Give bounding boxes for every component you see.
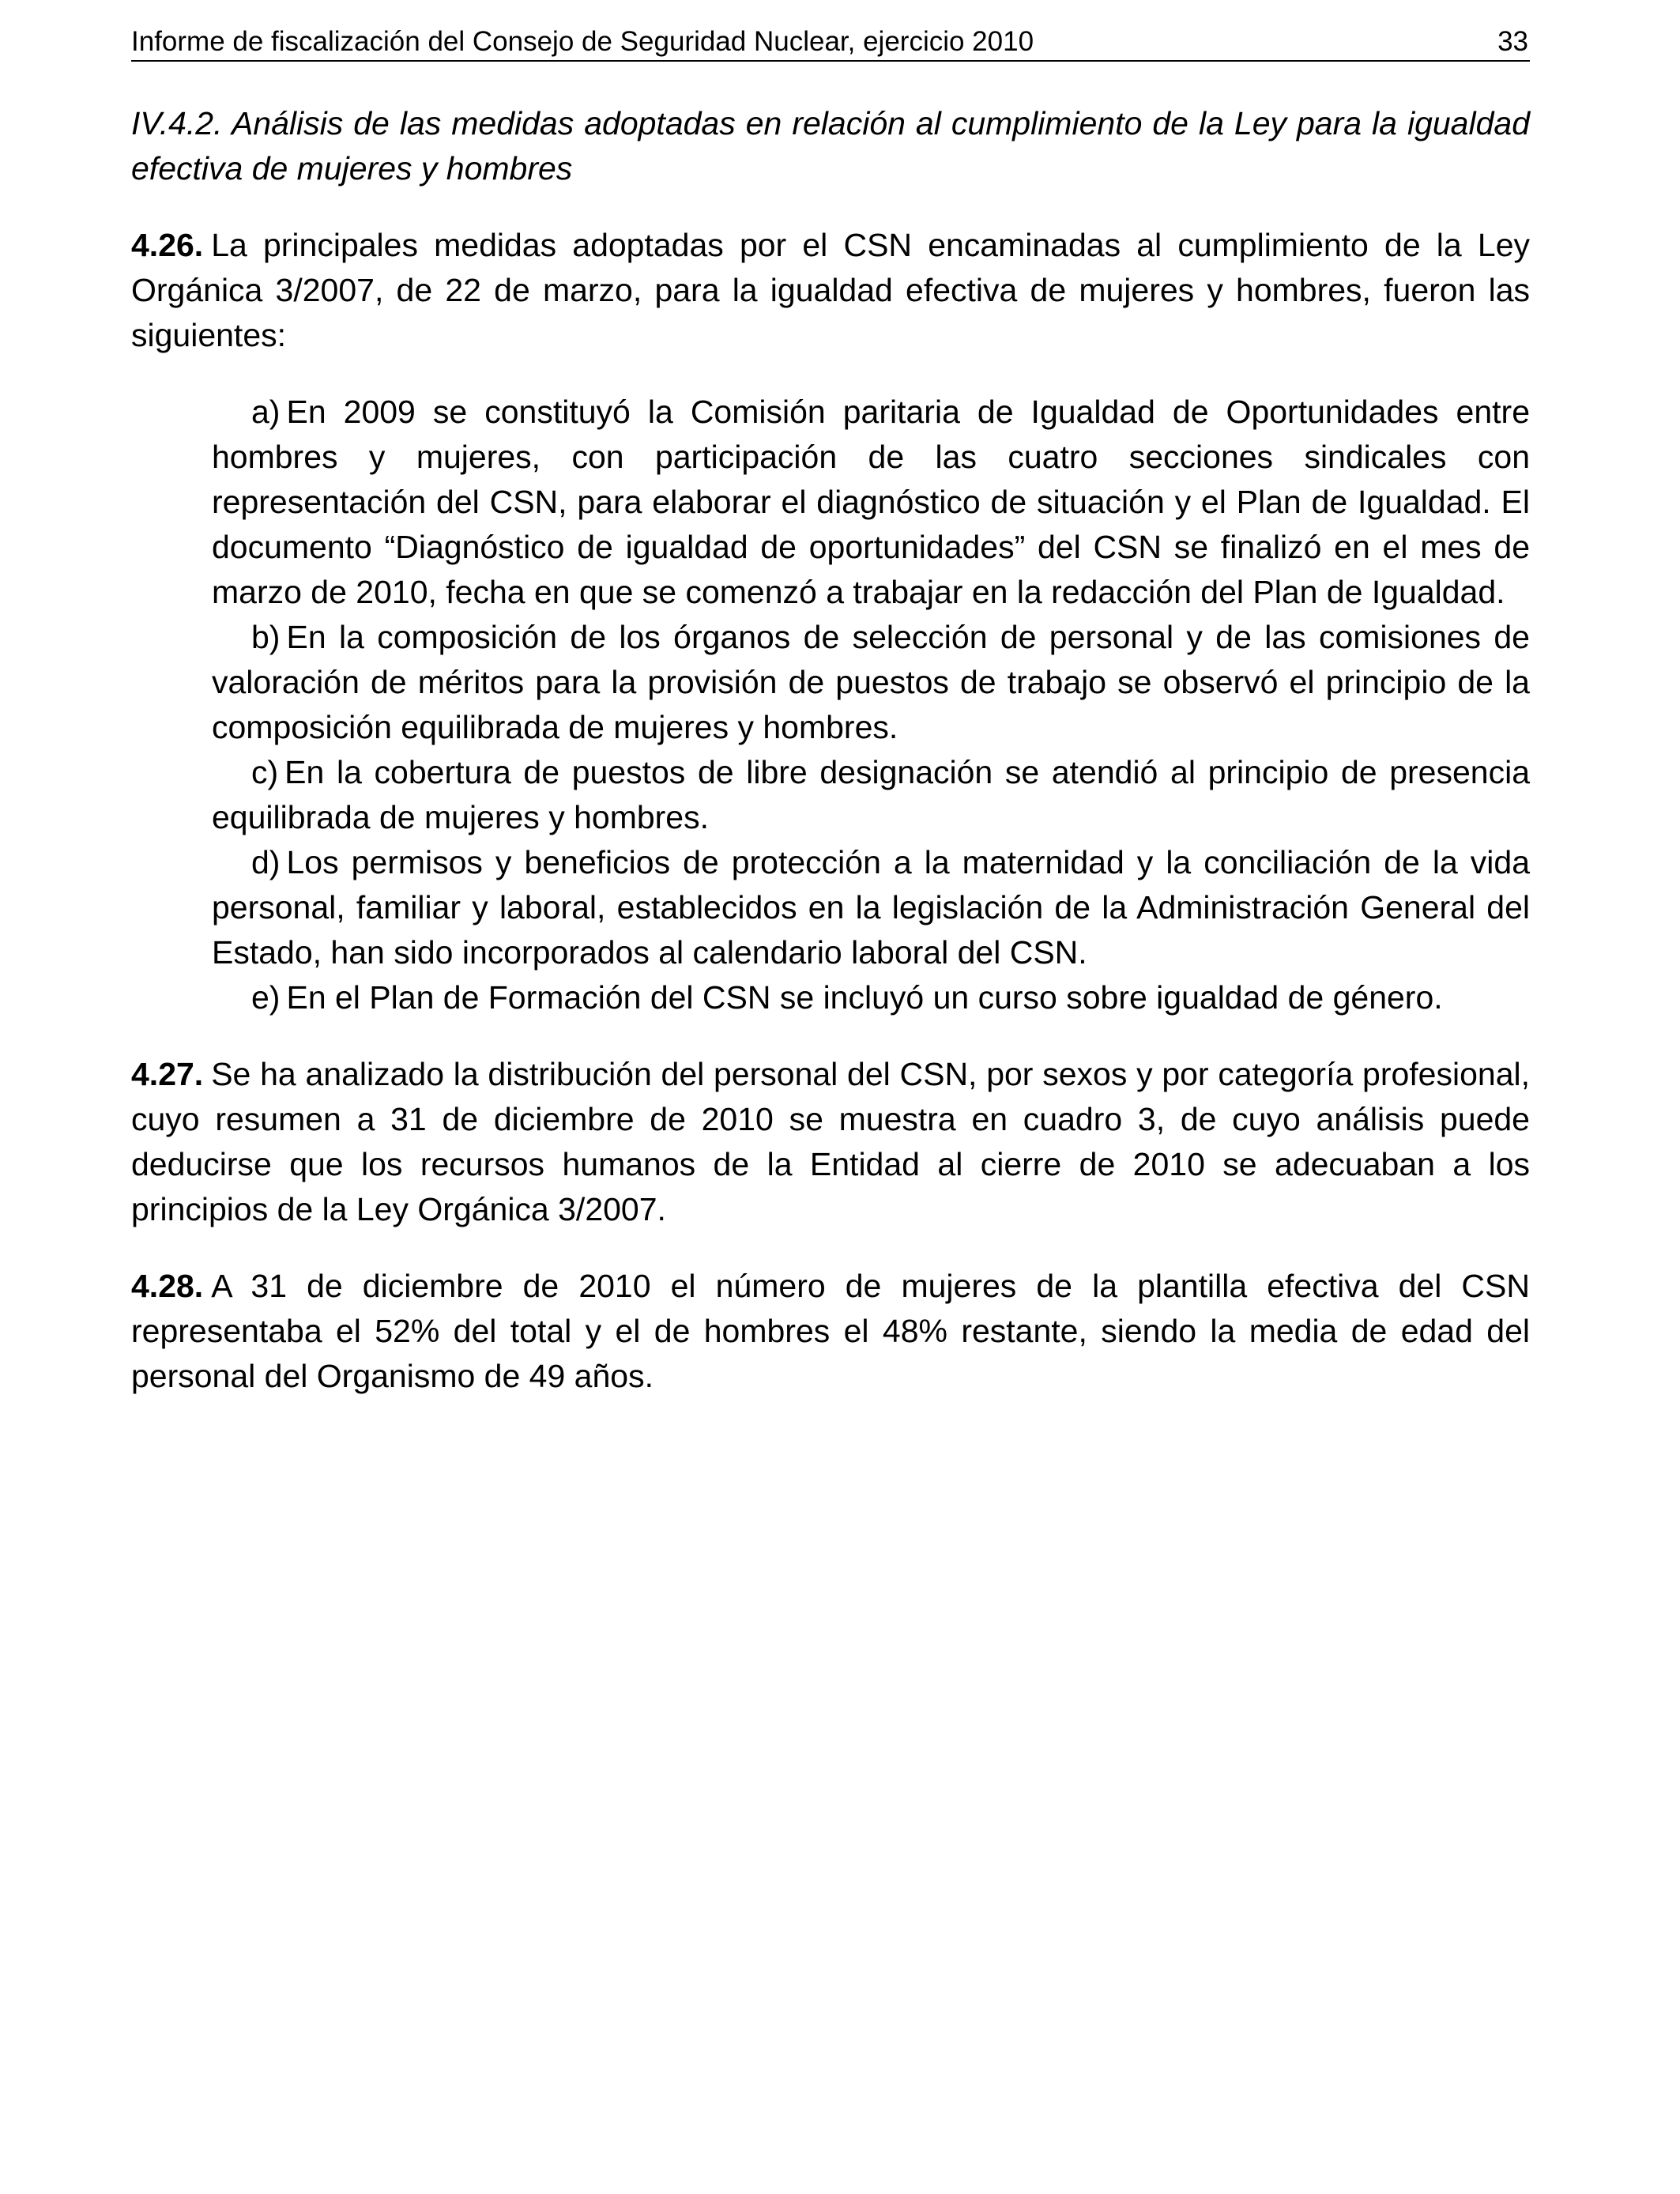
page-number: 33 bbox=[1497, 26, 1528, 57]
list-item-b bbox=[212, 615, 1530, 750]
list-marker: c) bbox=[251, 754, 279, 790]
spacer bbox=[131, 1020, 1530, 1052]
list-item-e bbox=[212, 975, 1530, 1020]
paragraph-text: La principales medidas adoptadas por el CSN encaminadas al cumplimiento de la Ley Orgánica 3/2007, de 22 de marzo, para la igualdad efectiva de mujeres y hombres, fueron las siguientes: bbox=[131, 227, 1530, 353]
section-heading: IV.4.2. Análisis de las medidas adoptadas en relación al cumplimiento de la Ley para la igualdad efectiva de mujeres y hombres bbox=[131, 105, 1530, 187]
paragraph-number: 4.27. bbox=[131, 1056, 204, 1092]
list-item-text: En la composición de los órganos de selección de personal y de las comisiones de valoración de méritos para la provisión de puestos de trabajo se observó el principio de la composición equilibrada de mujeres y hombres. bbox=[212, 619, 1530, 745]
list-marker: d) bbox=[251, 844, 281, 880]
paragraph-4-26 bbox=[131, 223, 1530, 358]
list-item-text: En 2009 se constituyó la Comisión paritaria de Igualdad de Oportunidades entre hombres y mujeres, con participación de las cuatro secciones sindicales con representación del CSN, para elaborar el diagnóstico de situación y el Plan de Igualdad. El documento “Diagnóstico de igualdad de oportunidades” del CSN se finalizó en el mes de marzo de 2010, fecha en que se comenzó a trabajar en la redacción del Plan de Igualdad. bbox=[212, 394, 1530, 610]
list-item-text: Los permisos y beneficios de protección a la maternidad y la conciliación de la vida personal, familiar y laboral, establecidos en la legislación de la Administración General del Estado, han sido incorporados al calendario laboral del CSN. bbox=[212, 844, 1530, 971]
paragraph-number: 4.28. bbox=[131, 1268, 204, 1304]
list-marker: e) bbox=[251, 979, 281, 1016]
header-title: Informe de fiscalización del Consejo de Seguridad Nuclear, ejercicio 2010 bbox=[131, 26, 1034, 57]
measures-list bbox=[131, 390, 1530, 1020]
document-body bbox=[131, 101, 1530, 1399]
list-item-a bbox=[212, 390, 1530, 615]
running-header bbox=[131, 24, 1530, 62]
list-item-d bbox=[212, 840, 1530, 975]
paragraph-text: A 31 de diciembre de 2010 el número de mujeres de la plantilla efectiva del CSN representaba el 52% del total y el de hombres el 48% restante, siendo la media de edad del personal del Organismo de 49 años. bbox=[131, 1268, 1530, 1394]
paragraph-4-28 bbox=[131, 1264, 1530, 1399]
list-item-text: En el Plan de Formación del CSN se incluyó un curso sobre igualdad de género. bbox=[286, 979, 1443, 1016]
list-item-text: En la cobertura de puestos de libre designación se atendió al principio de presencia equilibrada de mujeres y hombres. bbox=[212, 754, 1530, 835]
paragraph-4-27 bbox=[131, 1052, 1530, 1232]
paragraph-number: 4.26. bbox=[131, 227, 204, 263]
paragraph-text: Se ha analizado la distribución del personal del CSN, por sexos y por categoría profesional, cuyo resumen a 31 de diciembre de 2010 se muestra en cuadro 3, de cuyo análisis puede deducirse que los recursos humanos de la Entidad al cierre de 2010 se adecuaban a los principios de la Ley Orgánica 3/2007. bbox=[131, 1056, 1530, 1227]
spacer bbox=[131, 1232, 1530, 1264]
list-marker: a) bbox=[251, 394, 281, 430]
list-item-c bbox=[212, 750, 1530, 840]
list-marker: b) bbox=[251, 619, 281, 655]
